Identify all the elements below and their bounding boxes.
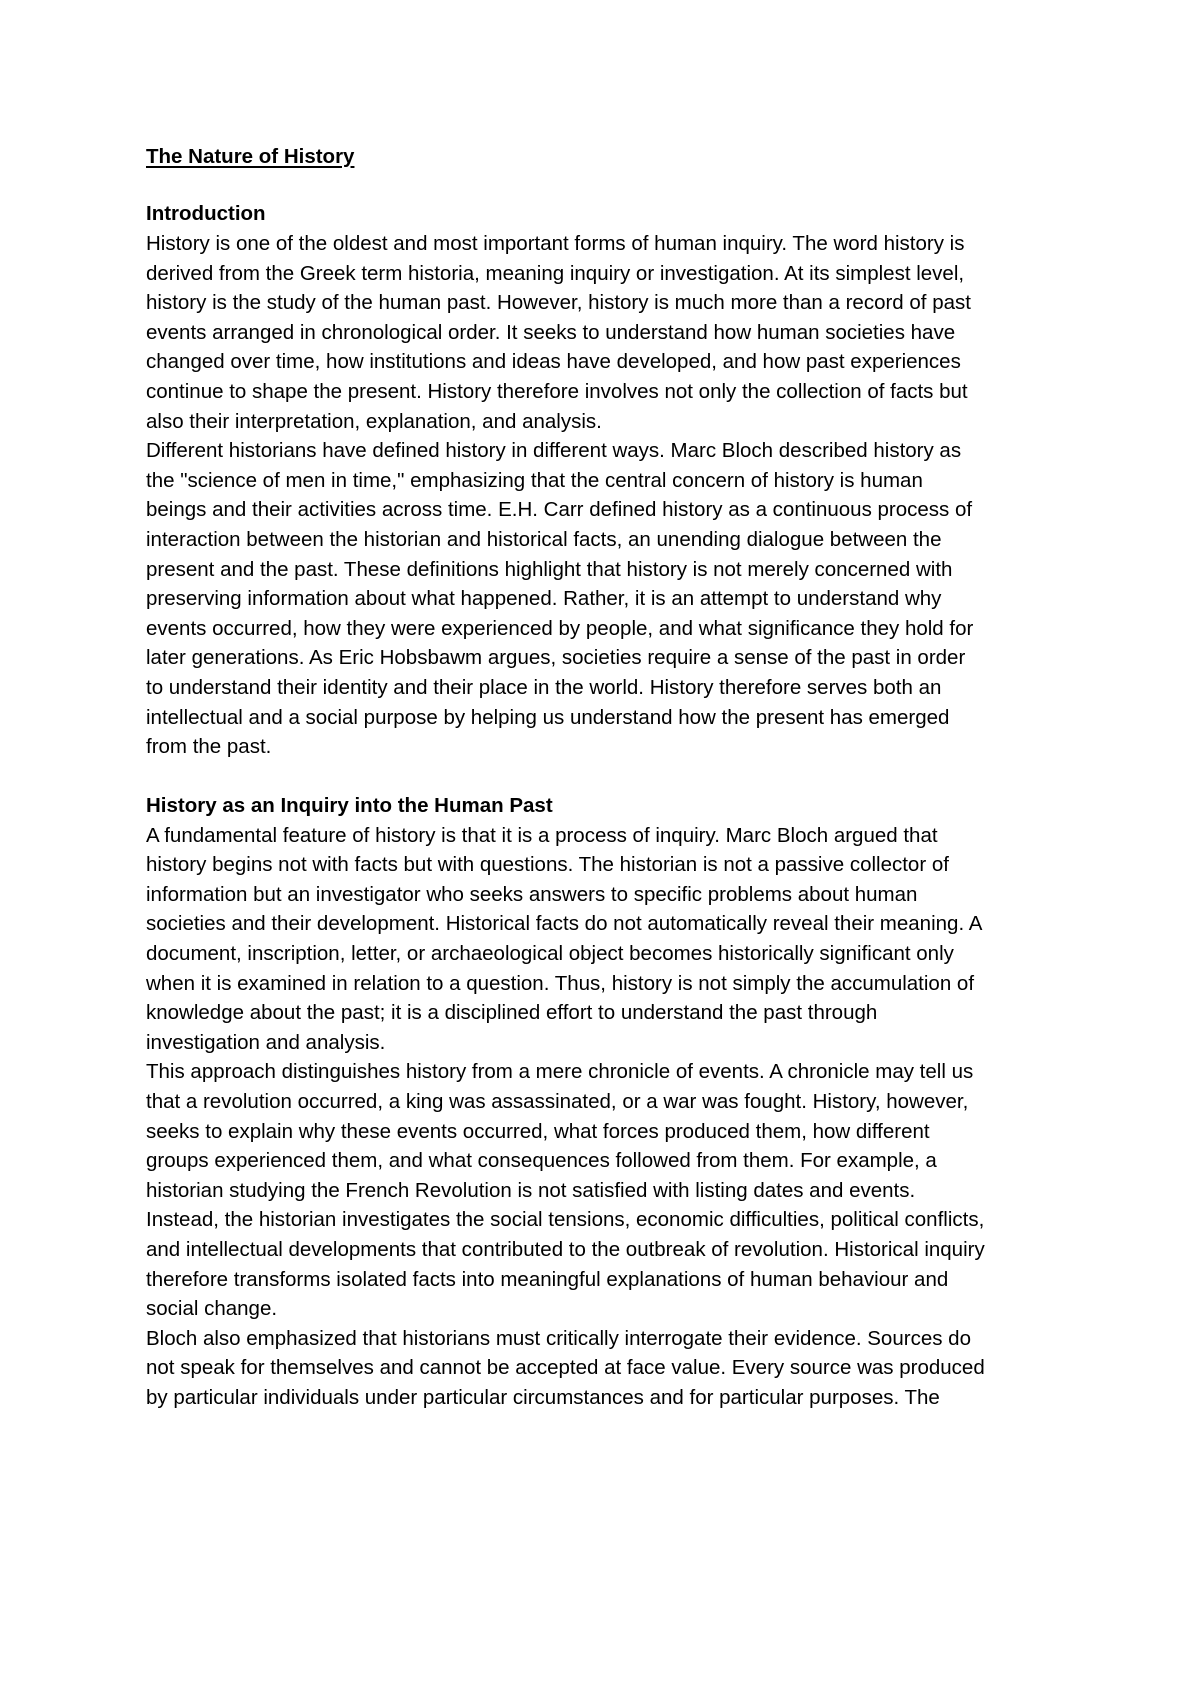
document-page xyxy=(146,142,1066,1413)
paragraph: A fundamental feature of history is that it is a process of inquiry. Marc Bloch argued that history begins not with facts but with questions. The historian is not a passive collector of information but an investigator who seeks answers to specific problems about human societies and their development. Historical facts do not automatically reveal their meaning. A document, inscription, letter, or archaeological object becomes historically significant only when it is examined in relation to a question. Thus, history is not simply the accumulation of knowledge about the past; it is a disciplined effort to understand the past through investigation and analysis. xyxy=(146,823,983,1054)
section-heading-inquiry: History as an Inquiry into the Human Past xyxy=(146,793,553,817)
paragraph: Different historians have defined history in different ways. Marc Bloch described history as the "science of men in time," emphasizing that the central concern of history is human beings and their activities across time. E.H. Carr defined history as a continuous process of interaction between the historian and historical facts, an unending dialogue between the present and the past. These definitions highlight that history is not merely concerned with preserving information about what happened. Rather, it is an attempt to understand why events occurred, how they were experienced by people, and what significance they hold for later generations. As Eric Hobsbawm argues, societies require a sense of the past in order to understand their identity and their place in the world. History therefore serves both an intellectual and a social purpose by helping us understand how the present has emerged from the past. xyxy=(146,439,974,759)
section-heading-introduction: Introduction xyxy=(146,202,266,225)
document-title: The Nature of History xyxy=(146,145,355,168)
paragraph: Bloch also emphasized that historians must critically interrogate their evidence. Sources do not speak for themselves and cannot be accepted at face value. Every source was produced by particular individuals under particular circumstances and for particular purposes. The xyxy=(146,1326,985,1409)
paragraph: This approach distinguishes history from a mere chronicle of events. A chronicle may tell us that a revolution occurred, a king was assassinated, or a war was fought. History, however, seeks to explain why these events occurred, what forces produced them, how different groups experienced them, and what consequences followed from them. For example, a historian studying the French Revolution is not satisfied with listing dates and events. Instead, the historian investigates the social tensions, economic difficulties, political conflicts, and intellectual developments that contributed to the outbreak of revolution. Historical inquiry therefore transforms isolated facts into meaningful explanations of human behaviour and social change. xyxy=(146,1060,985,1321)
paragraph: History is one of the oldest and most important forms of human inquiry. The word history is derived from the Greek term historia, meaning inquiry or investigation. At its simplest level, history is the study of the human past. However, history is much more than a record of past events arranged in chronological order. It seeks to understand how human societies have changed over time, how institutions and ideas have developed, and how past experiences continue to shape the present. History therefore involves not only the collection of facts but also their interpretation, explanation, and analysis. xyxy=(146,232,971,433)
